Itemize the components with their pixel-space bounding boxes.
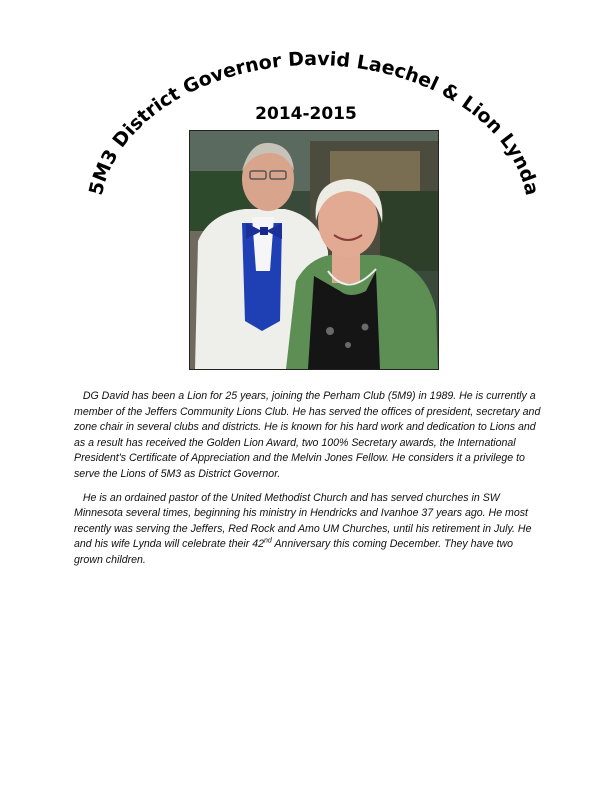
years-subtitle: 2014-2015 (255, 104, 357, 124)
portrait-photo-icon (190, 131, 438, 369)
paragraph-1-text: DG David has been a Lion for 25 years, joining the Perham Club (5M9) in 1989. He is currently a member of the Jeffers Community Lions Club. He has served the offices of president, secretary and zone chair in several clubs and districts. He is known for his hard work and dedication to Lions and as a result has received the Golden Lion Award, two 100% Secretary awards, the International President's Certificate of Appreciation and the Melvin Jones Fellow. He considers it a privilege to serve the Lions of 5M3 as District Governor. (74, 390, 541, 480)
biography-paragraph-1 (74, 389, 542, 483)
arc-title-path: 5M3 District Governor David Laechel & Lion Lynda (84, 47, 544, 198)
biography-paragraph-2 (74, 491, 542, 569)
biography-text (74, 389, 542, 577)
paragraph-2-text-a: He is an ordained pastor of the United Methodist Church and has served churches in SW Minnesota several times, beginning his ministry in Hendricks and Ivanhoe 37 years ago. He most recently was serving the Jeffers, Red Rock and Amo UM Churches, until his retirement in July. He and his wife Lynda will celebrate their 42 (74, 491, 532, 551)
ordinal-suffix: nd (264, 537, 272, 545)
paragraph-2-text-b: Anniversary this coming December. They have two grown children. (74, 538, 514, 566)
portrait-photo (189, 130, 439, 370)
